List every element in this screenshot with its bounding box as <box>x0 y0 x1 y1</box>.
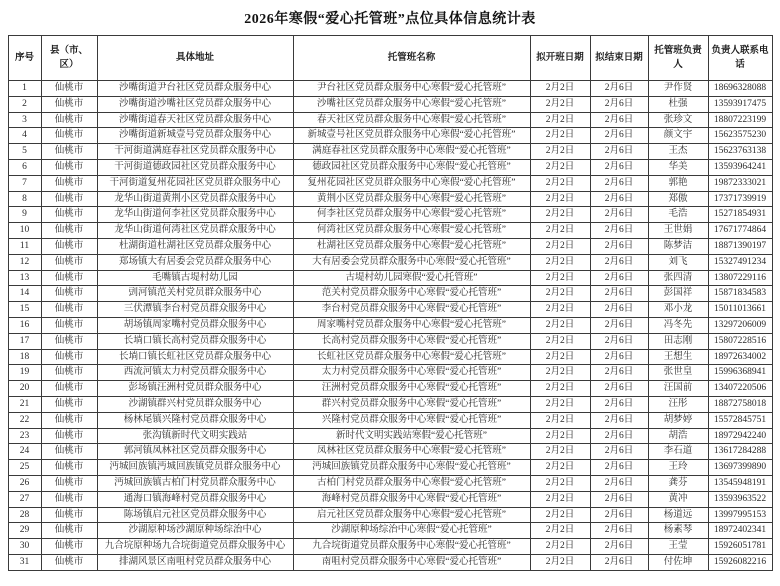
table-cell: 2月2日 <box>530 475 590 491</box>
table-cell: 大有居委会党员群众服务中心寒假“爱心托管班” <box>293 254 530 270</box>
table-cell: 古柏门村党员群众服务中心寒假“爱心托管班” <box>293 475 530 491</box>
table-cell: 13407220506 <box>708 381 772 397</box>
table-cell: 15011013661 <box>708 302 772 318</box>
table-row <box>8 444 772 460</box>
table-row <box>8 460 772 476</box>
table-cell: 德政园社区党员群众服务中心寒假“爱心托管班” <box>293 159 530 175</box>
table-cell: 凤林社区党员群众服务中心寒假“爱心托管班” <box>293 444 530 460</box>
table-cell: 2月6日 <box>590 349 648 365</box>
table-cell: 2月6日 <box>590 238 648 254</box>
table-cell: 仙桃市 <box>41 191 97 207</box>
table-cell: 2月2日 <box>530 175 590 191</box>
table-cell: 陈梦洁 <box>648 238 708 254</box>
table-cell: 仙桃市 <box>41 444 97 460</box>
column-header: 负责人联系电话 <box>708 36 772 81</box>
table-cell: 2月6日 <box>590 396 648 412</box>
table-cell: 2月2日 <box>530 539 590 555</box>
table-cell: 沙嘴街道尹台社区党员群众服务中心 <box>97 81 293 97</box>
table-row <box>8 223 772 239</box>
table-cell: 尹作贤 <box>648 81 708 97</box>
table-cell: 13997995153 <box>708 507 772 523</box>
table-cell: 龙华山街道黄荆小区党员群众服务中心 <box>97 191 293 207</box>
table-row <box>8 412 772 428</box>
table-cell: 2月2日 <box>530 428 590 444</box>
table-cell: 王想生 <box>648 349 708 365</box>
table-cell: 仙桃市 <box>41 475 97 491</box>
table-cell: 田志刚 <box>648 333 708 349</box>
column-header: 托管班负责人 <box>648 36 708 81</box>
table-cell: 仙桃市 <box>41 491 97 507</box>
table-cell: 15623575230 <box>708 128 772 144</box>
table-row <box>8 475 772 491</box>
table-cell: 15 <box>8 302 41 318</box>
table-cell: 黄荆小区党员群众服务中心寒假“爱心托管班” <box>293 191 530 207</box>
table-cell: 沙湖原种场沙湖原种场综治中心 <box>97 523 293 539</box>
table-cell: 18807223199 <box>708 112 772 128</box>
table-cell: 通海口镇海峰村党员群众服务中心 <box>97 491 293 507</box>
table-cell: 2月2日 <box>530 81 590 97</box>
table-cell: 15623763138 <box>708 144 772 160</box>
table-cell: 2月6日 <box>590 428 648 444</box>
table-cell: 2月6日 <box>590 460 648 476</box>
table-cell: 何湾社区党员群众服务中心寒假“爱心托管班” <box>293 223 530 239</box>
table-cell: 仙桃市 <box>41 159 97 175</box>
table-cell: 沔城回族镇党员群众服务中心寒假“爱心托管班” <box>293 460 530 476</box>
table-cell: 启元社区党员群众服务中心寒假“爱心托管班” <box>293 507 530 523</box>
table-cell: 23 <box>8 428 41 444</box>
table-cell: 胡梦婷 <box>648 412 708 428</box>
table-cell: 18 <box>8 349 41 365</box>
table-cell: 张四清 <box>648 270 708 286</box>
table-cell: 2月2日 <box>530 381 590 397</box>
table-cell: 18871390197 <box>708 238 772 254</box>
table-cell: 仙桃市 <box>41 81 97 97</box>
table-cell: 4 <box>8 128 41 144</box>
table-row <box>8 333 772 349</box>
table-cell: 干河街道德政园社区党员群众服务中心 <box>97 159 293 175</box>
table-cell: 6 <box>8 159 41 175</box>
table-cell: 周家嘴村党员群众服务中心寒假“爱心托管班” <box>293 317 530 333</box>
table-cell: 胡场镇周家嘴村党员群众服务中心 <box>97 317 293 333</box>
table-cell: 仙桃市 <box>41 286 97 302</box>
table-body <box>8 81 772 571</box>
table-cell: 剅河镇范关村党员群众服务中心 <box>97 286 293 302</box>
column-header: 序号 <box>8 36 41 81</box>
table-cell: 13593963522 <box>708 491 772 507</box>
table-cell: 2月2日 <box>530 554 590 570</box>
table-cell: 排湖风景区南咀村党员群众服务中心 <box>97 554 293 570</box>
table-cell: 2月6日 <box>590 475 648 491</box>
table-cell: 仙桃市 <box>41 175 97 191</box>
table-cell: 毛嘴镇古堤村幼儿园 <box>97 270 293 286</box>
table-cell: 2月6日 <box>590 302 648 318</box>
table-cell: 李台村党员群众服务中心寒假“爱心托管班” <box>293 302 530 318</box>
header-row <box>8 36 772 81</box>
table-cell: 仙桃市 <box>41 207 97 223</box>
table-cell: 20 <box>8 381 41 397</box>
table-cell: 18972634002 <box>708 349 772 365</box>
table-cell: 汪洲村党员群众服务中心寒假“爱心托管班” <box>293 381 530 397</box>
table-cell: 仙桃市 <box>41 428 97 444</box>
table-cell: 14 <box>8 286 41 302</box>
table-cell: 28 <box>8 507 41 523</box>
table-cell: 2月2日 <box>530 128 590 144</box>
table-cell: 邓小龙 <box>648 302 708 318</box>
table-cell: 12 <box>8 254 41 270</box>
table-cell: 13807229116 <box>708 270 772 286</box>
table-cell: 2月6日 <box>590 159 648 175</box>
table-cell: 王世娟 <box>648 223 708 239</box>
table-cell: 沙嘴街道春天社区党员群众服务中心 <box>97 112 293 128</box>
table-cell: 2月6日 <box>590 365 648 381</box>
table-cell: 15926051781 <box>708 539 772 555</box>
table-cell: 仙桃市 <box>41 96 97 112</box>
table-cell: 2月2日 <box>530 191 590 207</box>
table-cell: 2月2日 <box>530 507 590 523</box>
table-cell: 2月6日 <box>590 175 648 191</box>
table-cell: 仙桃市 <box>41 238 97 254</box>
table-cell: 2月6日 <box>590 444 648 460</box>
table-cell: 2月2日 <box>530 523 590 539</box>
table-cell: 海峰村党员群众服务中心寒假“爱心托管班” <box>293 491 530 507</box>
table-cell: 29 <box>8 523 41 539</box>
table-cell: 9 <box>8 207 41 223</box>
table-cell: 2月2日 <box>530 349 590 365</box>
table-cell: 7 <box>8 175 41 191</box>
table-cell: 2月6日 <box>590 286 648 302</box>
table-cell: 26 <box>8 475 41 491</box>
table-cell: 兴隆村党员群众服务中心寒假“爱心托管班” <box>293 412 530 428</box>
table-cell: 2月6日 <box>590 317 648 333</box>
table-cell: 陈场镇启元社区党员群众服务中心 <box>97 507 293 523</box>
table-cell: 2月2日 <box>530 159 590 175</box>
table-cell: 2月2日 <box>530 238 590 254</box>
table-cell: 群兴村党员群众服务中心寒假“爱心托管班” <box>293 396 530 412</box>
table-cell: 2月6日 <box>590 223 648 239</box>
table-cell: 15926082216 <box>708 554 772 570</box>
table-cell: 2月6日 <box>590 191 648 207</box>
table-cell: 仙桃市 <box>41 254 97 270</box>
table-cell: 沙嘴街道沙嘴社区党员群众服务中心 <box>97 96 293 112</box>
table-cell: 2月2日 <box>530 112 590 128</box>
table-cell: 3 <box>8 112 41 128</box>
table-cell: 仙桃市 <box>41 412 97 428</box>
table-cell: 仙桃市 <box>41 554 97 570</box>
table-cell: 2月2日 <box>530 491 590 507</box>
table-cell: 13593964241 <box>708 159 772 175</box>
table-cell: 张世皇 <box>648 365 708 381</box>
table-cell: 李石道 <box>648 444 708 460</box>
table-cell: 古堤村幼儿园寒假“爱心托管班” <box>293 270 530 286</box>
table-cell: 2月6日 <box>590 491 648 507</box>
table-cell: 2月2日 <box>530 144 590 160</box>
table-cell: 何李社区党员群众服务中心寒假“爱心托管班” <box>293 207 530 223</box>
table-cell: 新城壹号社区党员群众服务中心寒假“爱心托管班” <box>293 128 530 144</box>
table-row <box>8 365 772 381</box>
table-cell: 三伏潭镇李台村党员群众服务中心 <box>97 302 293 318</box>
table-cell: 2月6日 <box>590 128 648 144</box>
table-cell: 王玲 <box>648 460 708 476</box>
table-cell: 沙湖原种场综治中心寒假“爱心托管班” <box>293 523 530 539</box>
table-cell: 刘飞 <box>648 254 708 270</box>
table-cell: 2月2日 <box>530 302 590 318</box>
table-cell: 胡浩 <box>648 428 708 444</box>
table-cell: 仙桃市 <box>41 523 97 539</box>
table-row <box>8 523 772 539</box>
table-cell: 2月2日 <box>530 96 590 112</box>
table-cell: 郭艳 <box>648 175 708 191</box>
table-cell: 杜强 <box>648 96 708 112</box>
table-cell: 16 <box>8 317 41 333</box>
info-table <box>8 35 773 571</box>
table-cell: 长埫口镇长高村党员群众服务中心 <box>97 333 293 349</box>
table-cell: 2月6日 <box>590 207 648 223</box>
table-row <box>8 175 772 191</box>
table-row <box>8 381 772 397</box>
table-cell: 2月2日 <box>530 396 590 412</box>
table-cell: 13697399890 <box>708 460 772 476</box>
table-cell: 仙桃市 <box>41 507 97 523</box>
table-cell: 13 <box>8 270 41 286</box>
table-cell: 2月6日 <box>590 507 648 523</box>
table-cell: 龙华山街道何李社区党员群众服务中心 <box>97 207 293 223</box>
table-cell: 仙桃市 <box>41 381 97 397</box>
table-cell: 仙桃市 <box>41 223 97 239</box>
table-cell: 杨道远 <box>648 507 708 523</box>
table-cell: 18872758018 <box>708 396 772 412</box>
table-cell: 2月2日 <box>530 365 590 381</box>
column-header: 托管班名称 <box>293 36 530 81</box>
table-cell: 杨素琴 <box>648 523 708 539</box>
table-cell: 13545948191 <box>708 475 772 491</box>
table-cell: 24 <box>8 444 41 460</box>
table-cell: 13617284288 <box>708 444 772 460</box>
table-cell: 8 <box>8 191 41 207</box>
table-cell: 2月6日 <box>590 254 648 270</box>
table-cell: 王莹 <box>648 539 708 555</box>
table-cell: 杜湖社区党员群众服务中心寒假“爱心托管班” <box>293 238 530 254</box>
table-cell: 15271854931 <box>708 207 772 223</box>
table-cell: 22 <box>8 412 41 428</box>
table-cell: 复州花园社区党员群众服务中心寒假“爱心托管班” <box>293 175 530 191</box>
table-cell: 沙嘴街道新城壹号党员群众服务中心 <box>97 128 293 144</box>
table-row <box>8 144 772 160</box>
table-row <box>8 207 772 223</box>
table-cell: 毛浩 <box>648 207 708 223</box>
table-cell: 九合垸原种场九合垸街道党员群众服务中心 <box>97 539 293 555</box>
table-cell: 仙桃市 <box>41 539 97 555</box>
table-cell: 春天社区党员群众服务中心寒假“爱心托管班” <box>293 112 530 128</box>
table-cell: 尹台社区党员群众服务中心寒假“爱心托管班” <box>293 81 530 97</box>
table-row <box>8 539 772 555</box>
table-cell: 2月2日 <box>530 333 590 349</box>
table-row <box>8 191 772 207</box>
table-cell: 仙桃市 <box>41 365 97 381</box>
table-cell: 18696328088 <box>708 81 772 97</box>
table-cell: 2月6日 <box>590 96 648 112</box>
table-cell: 15327491234 <box>708 254 772 270</box>
table-row <box>8 302 772 318</box>
table-cell: 18972942240 <box>708 428 772 444</box>
table-cell: 2月6日 <box>590 112 648 128</box>
table-cell: 王杰 <box>648 144 708 160</box>
table-cell: 15572845751 <box>708 412 772 428</box>
table-cell: 沔城回族镇古柏门村党员群众服务中心 <box>97 475 293 491</box>
table-cell: 仙桃市 <box>41 144 97 160</box>
table-cell: 2月6日 <box>590 270 648 286</box>
table-cell: 17671774864 <box>708 223 772 239</box>
table-cell: 长虹社区党员群众服务中心寒假“爱心托管班” <box>293 349 530 365</box>
column-header: 拟开班日期 <box>530 36 590 81</box>
table-cell: 长埫口镇长虹社区党员群众服务中心 <box>97 349 293 365</box>
table-cell: 2月2日 <box>530 254 590 270</box>
table-cell: 杜湖街道杜湖社区党员群众服务中心 <box>97 238 293 254</box>
table-cell: 2月6日 <box>590 523 648 539</box>
table-row <box>8 270 772 286</box>
table-cell: 付佐坤 <box>648 554 708 570</box>
column-header: 具体地址 <box>97 36 293 81</box>
table-cell: 31 <box>8 554 41 570</box>
table-cell: 汪彤 <box>648 396 708 412</box>
table-cell: 南咀村党员群众服务中心寒假“爱心托管班” <box>293 554 530 570</box>
table-cell: 15871834583 <box>708 286 772 302</box>
table-cell: 19872333021 <box>708 175 772 191</box>
table-row <box>8 349 772 365</box>
table-row <box>8 396 772 412</box>
table-cell: 2月6日 <box>590 539 648 555</box>
table-cell: 2月2日 <box>530 286 590 302</box>
table-cell: 仙桃市 <box>41 317 97 333</box>
table-cell: 21 <box>8 396 41 412</box>
table-cell: 新时代文明实践站寒假“爱心托管班” <box>293 428 530 444</box>
table-cell: 九合垸街道党员群众服务中心寒假“爱心托管班” <box>293 539 530 555</box>
table-cell: 2月6日 <box>590 412 648 428</box>
table-cell: 15807228516 <box>708 333 772 349</box>
table-cell: 5 <box>8 144 41 160</box>
table-cell: 2月6日 <box>590 554 648 570</box>
table-cell: 颜文宇 <box>648 128 708 144</box>
table-row <box>8 507 772 523</box>
table-row <box>8 428 772 444</box>
table-row <box>8 96 772 112</box>
table-cell: 2月2日 <box>530 317 590 333</box>
table-cell: 17371739919 <box>708 191 772 207</box>
table-cell: 沙湖镇群兴村党员群众服务中心 <box>97 396 293 412</box>
table-cell: 13593917475 <box>708 96 772 112</box>
table-cell: 仙桃市 <box>41 302 97 318</box>
table-cell: 2月6日 <box>590 81 648 97</box>
document-title: 2026年寒假“爱心托管班”点位具体信息统计表 <box>244 12 536 27</box>
table-cell: 沙嘴社区党员群众服务中心寒假“爱心托管班” <box>293 96 530 112</box>
table-cell: 仙桃市 <box>41 128 97 144</box>
table-cell: 仙桃市 <box>41 333 97 349</box>
table-cell: 30 <box>8 539 41 555</box>
table-cell: 郑傲 <box>648 191 708 207</box>
table-cell: 长高村党员群众服务中心寒假“爱心托管班” <box>293 333 530 349</box>
table-row <box>8 317 772 333</box>
table-cell: 2月2日 <box>530 412 590 428</box>
table-row <box>8 112 772 128</box>
table-cell: 干河街道复州花园社区党员群众服务中心 <box>97 175 293 191</box>
table-cell: 2月6日 <box>590 144 648 160</box>
table-cell: 张珍文 <box>648 112 708 128</box>
table-cell: 郑场镇大有居委会党员群众服务中心 <box>97 254 293 270</box>
table-cell: 10 <box>8 223 41 239</box>
table-row <box>8 128 772 144</box>
table-cell: 太力村党员群众服务中心寒假“爱心托管班” <box>293 365 530 381</box>
column-header: 县（市、区） <box>41 36 97 81</box>
table-cell: 2月2日 <box>530 460 590 476</box>
table-cell: 范关村党员群众服务中心寒假“爱心托管班” <box>293 286 530 302</box>
table-cell: 西流河镇太力村党员群众服务中心 <box>97 365 293 381</box>
table-cell: 2月2日 <box>530 444 590 460</box>
table-cell: 冯冬先 <box>648 317 708 333</box>
table-cell: 龙华山街道何湾社区党员群众服务中心 <box>97 223 293 239</box>
table-cell: 11 <box>8 238 41 254</box>
table-cell: 黄冲 <box>648 491 708 507</box>
table-cell: 仙桃市 <box>41 270 97 286</box>
table-cell: 彭场镇汪洲村党员群众服务中心 <box>97 381 293 397</box>
table-cell: 25 <box>8 460 41 476</box>
table-cell: 仙桃市 <box>41 396 97 412</box>
table-cell: 1 <box>8 81 41 97</box>
table-cell: 15996368941 <box>708 365 772 381</box>
table-cell: 仙桃市 <box>41 112 97 128</box>
column-header: 拟结束日期 <box>590 36 648 81</box>
table-cell: 汪国前 <box>648 381 708 397</box>
table-cell: 2月6日 <box>590 333 648 349</box>
table-cell: 2月2日 <box>530 270 590 286</box>
table-cell: 杨林尾镇兴隆村党员群众服务中心 <box>97 412 293 428</box>
table-cell: 17 <box>8 333 41 349</box>
table-cell: 18972402341 <box>708 523 772 539</box>
table-cell: 2月2日 <box>530 223 590 239</box>
table-cell: 郭河镇凤林社区党员群众服务中心 <box>97 444 293 460</box>
table-cell: 华美 <box>648 159 708 175</box>
table-cell: 干河街道满庭春社区党员群众服务中心 <box>97 144 293 160</box>
table-cell: 张沟镇新时代文明实践站 <box>97 428 293 444</box>
table-cell: 仙桃市 <box>41 349 97 365</box>
table-cell: 2月2日 <box>530 207 590 223</box>
table-cell: 2月6日 <box>590 381 648 397</box>
table-cell: 27 <box>8 491 41 507</box>
table-row <box>8 238 772 254</box>
table-cell: 2 <box>8 96 41 112</box>
table-cell: 彭国祥 <box>648 286 708 302</box>
table-cell: 龚芬 <box>648 475 708 491</box>
table-row <box>8 81 772 97</box>
table-row <box>8 554 772 570</box>
table-cell: 满庭春社区党员群众服务中心寒假“爱心托管班” <box>293 144 530 160</box>
table-row <box>8 286 772 302</box>
table-row <box>8 491 772 507</box>
table-row <box>8 159 772 175</box>
table-cell: 仙桃市 <box>41 460 97 476</box>
table-row <box>8 254 772 270</box>
table-cell: 19 <box>8 365 41 381</box>
table-cell: 13297206009 <box>708 317 772 333</box>
table-cell: 沔城回族镇沔城回族镇党员群众服务中心 <box>97 460 293 476</box>
